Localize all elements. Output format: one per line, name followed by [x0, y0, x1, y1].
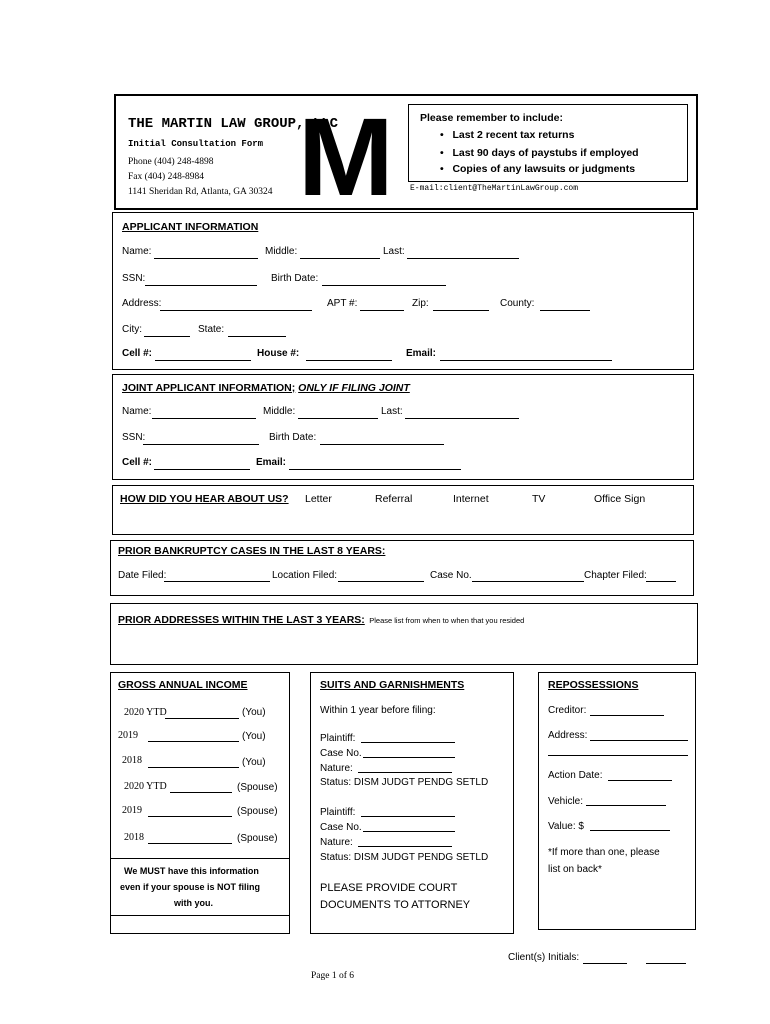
joint-name-field[interactable] [152, 418, 256, 419]
initials-label: Client(s) Initials: [508, 952, 580, 963]
repos-creditor-field[interactable] [590, 715, 664, 716]
repos-vehicle-label: Vehicle: [548, 796, 584, 807]
remember-item-1: • Last 2 recent tax returns [440, 129, 575, 141]
income-row-6-who: (Spouse) [237, 833, 278, 844]
suits-nature-2-field[interactable] [358, 846, 452, 847]
applicant-house-label: House #: [257, 348, 300, 359]
joint-title-text: JOINT APPLICANT INFORMATION; [122, 382, 296, 394]
joint-last-label: Last: [381, 406, 403, 417]
income-row-5-who: (Spouse) [237, 806, 278, 817]
suits-provide-2: DOCUMENTS TO ATTORNEY [320, 899, 471, 911]
repos-value-label: Value: $ [548, 821, 584, 832]
firm-email: E-mail:client@TheMartinLawGroup.com [410, 184, 579, 193]
phone: Phone (404) 248-4898 [128, 157, 214, 167]
applicant-box [112, 212, 694, 370]
bankruptcy-title: PRIOR BANKRUPTCY CASES IN THE LAST 8 YEARS: [118, 545, 386, 557]
income-row-2-year: 2019 [118, 730, 138, 741]
suits-plaintiff-1-label: Plaintiff: [320, 733, 356, 744]
applicant-apt-field[interactable] [360, 310, 404, 311]
applicant-name-field[interactable] [154, 258, 258, 259]
income-row-2-who: (You) [242, 731, 266, 742]
repos-title: REPOSSESSIONS [548, 679, 639, 691]
bankruptcy-chapter-label: Chapter Filed: [584, 570, 647, 581]
joint-birth-label: Birth Date: [269, 432, 317, 443]
remember-item-3: • Copies of any lawsuits or judgments [440, 163, 636, 175]
joint-name-label: Name: [122, 406, 152, 417]
applicant-city-field[interactable] [144, 336, 190, 337]
repos-action-date-label: Action Date: [548, 770, 603, 781]
repos-note-1: *If more than one, please [548, 847, 660, 858]
joint-email-label: Email: [256, 457, 287, 468]
applicant-state-label: State: [198, 324, 225, 335]
bankruptcy-location-field[interactable] [338, 581, 424, 582]
firm-name: THE MARTIN LAW GROUP, LLC [128, 116, 339, 132]
repos-note-2: list on back* [548, 864, 602, 875]
income-row-3-who: (You) [242, 757, 266, 768]
joint-last-field[interactable] [405, 418, 519, 419]
repos-address-field[interactable] [590, 740, 688, 741]
applicant-last-label: Last: [383, 246, 405, 257]
applicant-email-field[interactable] [440, 360, 612, 361]
hear-option-letter[interactable]: Letter [305, 493, 332, 505]
applicant-state-field[interactable] [228, 336, 286, 337]
prior-addresses-title-text: PRIOR ADDRESSES WITHIN THE LAST 3 YEARS: [118, 614, 365, 626]
repos-action-date-field[interactable] [608, 780, 672, 781]
applicant-county-label: County: [500, 298, 535, 309]
remember-title: Please remember to include: [420, 112, 563, 124]
applicant-name-label: Name: [122, 246, 152, 257]
joint-email-field[interactable] [289, 469, 461, 470]
income-divider [110, 858, 290, 859]
suits-case-1-field[interactable] [363, 757, 455, 758]
income-note-3: with you. [174, 898, 213, 908]
bankruptcy-case-label: Case No. [430, 570, 472, 581]
applicant-birth-label: Birth Date: [271, 273, 319, 284]
applicant-title: APPLICANT INFORMATION [122, 221, 259, 233]
applicant-last-field[interactable] [407, 258, 519, 259]
applicant-zip-label: Zip: [412, 298, 429, 309]
income-row-1-year: 2020 YTD [124, 707, 167, 718]
income-row-3-field[interactable] [148, 767, 239, 768]
income-row-4-year: 2020 YTD [124, 781, 167, 792]
suits-status-2[interactable]: Status: DISM JUDGT PENDG SETLD [320, 852, 489, 863]
joint-title [122, 382, 410, 394]
joint-middle-label: Middle: [263, 406, 296, 417]
income-row-3-year: 2018 [122, 755, 142, 766]
joint-birth-field[interactable] [320, 444, 444, 445]
suits-status-1[interactable]: Status: DISM JUDGT PENDG SETLD [320, 777, 489, 788]
applicant-middle-field[interactable] [300, 258, 380, 259]
joint-ssn-field[interactable] [143, 444, 259, 445]
remember-item-2: • Last 90 days of paystubs if employed [440, 147, 639, 159]
suits-plaintiff-2-field[interactable] [361, 816, 455, 817]
hear-option-internet[interactable]: Internet [453, 493, 489, 505]
applicant-ssn-label: SSN: [122, 273, 146, 284]
income-row-1-who: (You) [242, 707, 266, 718]
suits-nature-1-label: Nature: [320, 763, 353, 774]
form-name: Initial Consultation Form [128, 139, 264, 149]
applicant-cell-label: Cell #: [122, 348, 153, 359]
joint-title-note: ONLY IF FILING JOINT [298, 382, 410, 394]
income-row-4-field[interactable] [170, 792, 232, 793]
applicant-email-label: Email: [406, 348, 437, 359]
hear-option-referral[interactable]: Referral [375, 493, 413, 505]
suits-case-2-label: Case No. [320, 822, 362, 833]
applicant-birth-field[interactable] [322, 285, 446, 286]
bankruptcy-date-label: Date Filed: [118, 570, 167, 581]
repos-creditor-label: Creditor: [548, 705, 587, 716]
hear-option-office-sign[interactable]: Office Sign [594, 493, 646, 505]
repos-address-label: Address: [548, 730, 588, 741]
joint-cell-label: Cell #: [122, 457, 153, 468]
suits-plaintiff-1-field[interactable] [361, 742, 455, 743]
joint-cell-field[interactable] [154, 469, 250, 470]
repos-address-field-2[interactable] [548, 755, 688, 756]
income-row-4-who: (Spouse) [237, 782, 278, 793]
joint-ssn-label: SSN: [122, 432, 146, 443]
bankruptcy-chapter-field[interactable] [646, 581, 676, 582]
repos-vehicle-field[interactable] [586, 805, 666, 806]
applicant-house-field[interactable] [306, 360, 392, 361]
prior-addresses-note: Please list from when to when that you resided [369, 616, 525, 625]
suits-plaintiff-2-label: Plaintiff: [320, 807, 356, 818]
applicant-city-label: City: [122, 324, 142, 335]
income-row-6-year: 2018 [124, 832, 144, 843]
applicant-zip-field[interactable] [433, 310, 489, 311]
suits-subtitle: Within 1 year before filing: [320, 705, 436, 716]
initials-field-1[interactable] [583, 963, 627, 964]
hear-title: HOW DID YOU HEAR ABOUT US? [120, 493, 289, 505]
page-number: Page 1 of 6 [311, 971, 355, 981]
hear-option-tv[interactable]: TV [532, 493, 546, 505]
suits-nature-2-label: Nature: [320, 837, 353, 848]
income-note-2: even if your spouse is NOT filing [120, 882, 261, 892]
applicant-address-field[interactable] [160, 310, 312, 311]
initials-field-2[interactable] [646, 963, 686, 964]
income-row-2-field[interactable] [148, 741, 239, 742]
income-row-1-field[interactable] [165, 718, 239, 719]
applicant-middle-label: Middle: [265, 246, 298, 257]
suits-case-1-label: Case No. [320, 748, 362, 759]
suits-case-2-field[interactable] [363, 831, 455, 832]
applicant-county-field[interactable] [540, 310, 590, 311]
suits-provide-1: PLEASE PROVIDE COURT [320, 882, 458, 894]
logo: M [297, 96, 394, 219]
income-row-6-field[interactable] [148, 843, 232, 844]
firm-address: 1141 Sheridan Rd, Atlanta, GA 30324 [128, 187, 273, 197]
income-note-1: We MUST have this information [124, 866, 259, 876]
bankruptcy-location-label: Location Filed: [272, 570, 338, 581]
income-row-5-year: 2019 [122, 805, 142, 816]
income-bottom-divider [110, 915, 290, 916]
joint-middle-field[interactable] [298, 418, 378, 419]
suits-nature-1-field[interactable] [358, 772, 452, 773]
prior-addresses-field[interactable] [118, 650, 688, 651]
applicant-address-label: Address: [122, 298, 162, 309]
income-row-5-field[interactable] [148, 816, 232, 817]
applicant-apt-label: APT #: [327, 298, 358, 309]
fax: Fax (404) 248-8984 [128, 172, 204, 182]
bankruptcy-case-field[interactable] [472, 581, 584, 582]
income-title: GROSS ANNUAL INCOME [118, 679, 248, 691]
bankruptcy-date-field[interactable] [164, 581, 270, 582]
applicant-cell-field[interactable] [155, 360, 251, 361]
suits-title: SUITS AND GARNISHMENTS [320, 679, 465, 691]
prior-addresses-title [118, 610, 524, 628]
applicant-ssn-field[interactable] [145, 285, 257, 286]
repos-value-field[interactable] [590, 830, 670, 831]
